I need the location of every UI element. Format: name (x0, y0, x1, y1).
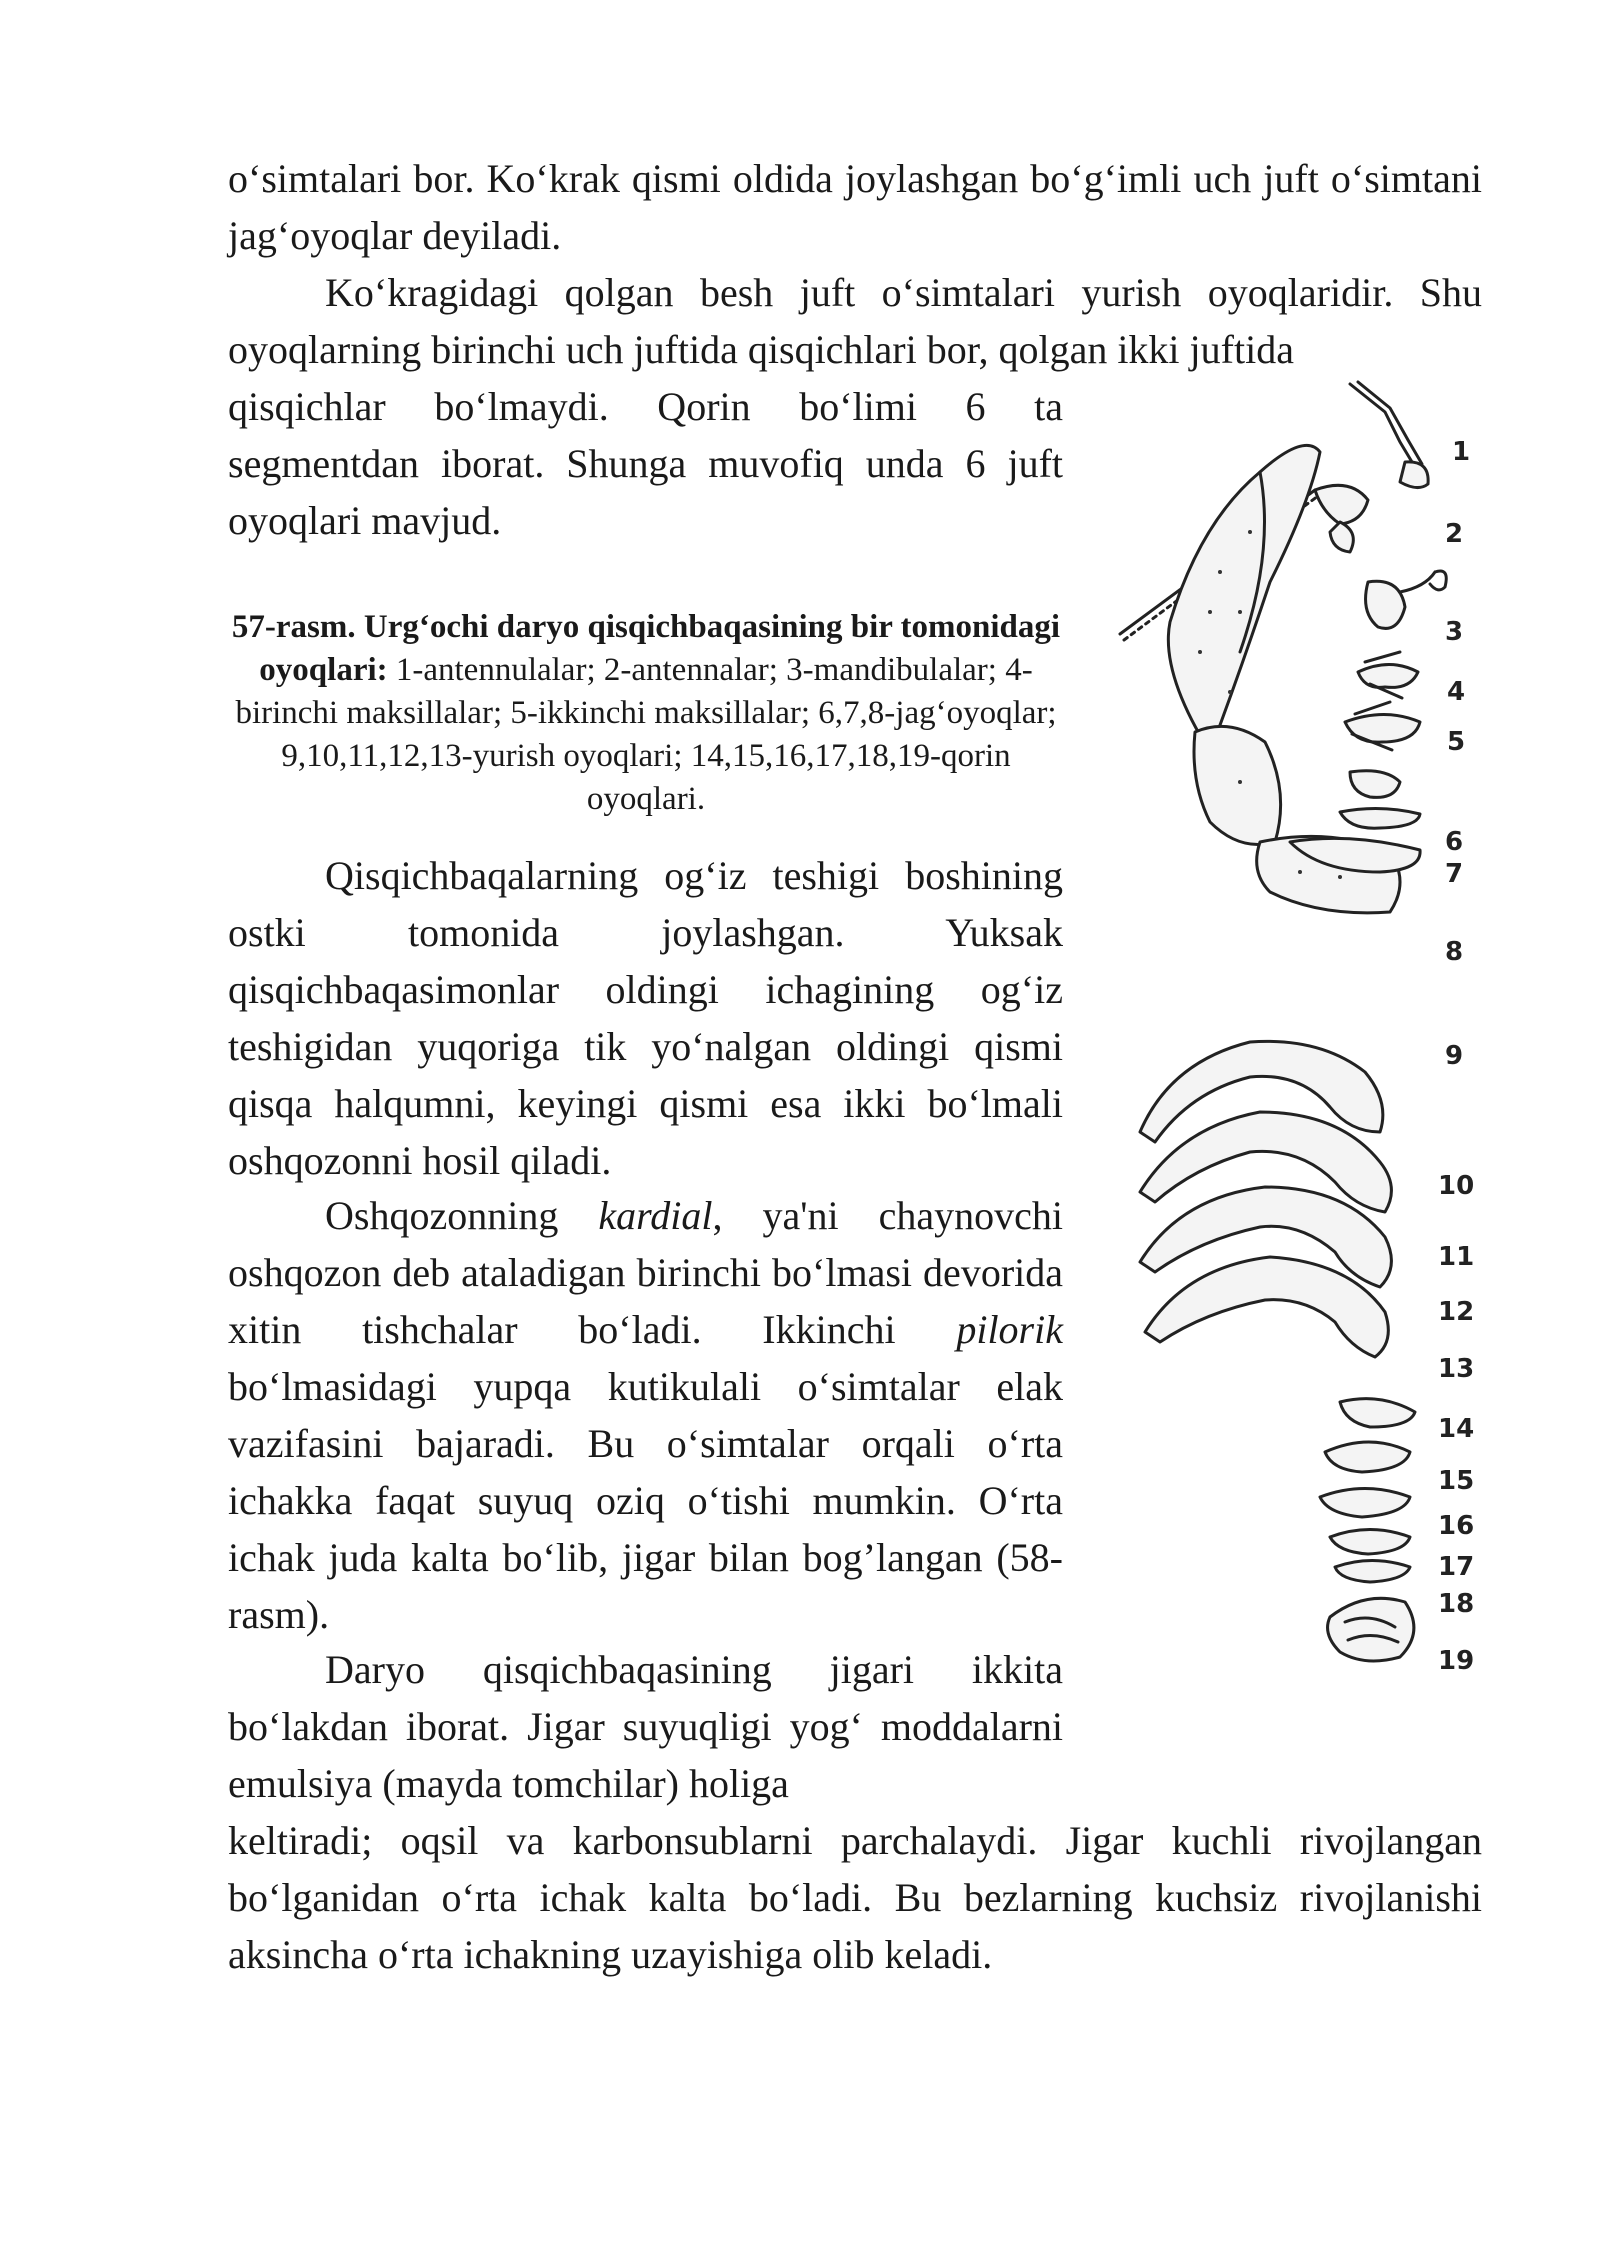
figure-label-13: 13 (1438, 1354, 1475, 1384)
figure-label-9: 9 (1445, 1041, 1464, 1071)
term-pilorik: pilorik (956, 1307, 1063, 1352)
figure-caption (220, 606, 1072, 821)
figure-label-1: 1 (1452, 437, 1471, 467)
figure-label-8: 8 (1445, 937, 1464, 967)
paragraph-1: o‘simtalari bor. Ko‘krak qismi oldida joylashgan bo‘g‘imli uch juft o‘simtani jag‘oyoqlar deyiladi. (228, 156, 1482, 258)
second-maxilla-drawing (1345, 702, 1420, 750)
figure-label-5: 5 (1447, 727, 1466, 757)
paragraph-4 (228, 1187, 1063, 1643)
figure-label-2: 2 (1445, 519, 1464, 549)
paragraph-2: Ko‘kragidagi qolgan besh juft o‘simtalari yurish oyoqlaridir. Shu oyoqlarning birinchi uch juftida qisqichlari bor, qolgan ikki juftida (228, 270, 1482, 372)
crayfish-appendages-figure (1100, 372, 1520, 1772)
figure-label-7: 7 (1445, 859, 1464, 889)
mandible-drawing (1366, 571, 1447, 628)
paragraph-3: Qisqichbaqalarning og‘iz teshigi boshining ostki tomonida joylashgan. Yuksak qisqichbaqasimonlar oldingi ichagining og‘iz teshigidan yuqoriga tik yo‘nalgan oldingi qismi qisqa halqumni, keyingi qismi esa ikki bo‘lmali oshqozonni hosil qiladi. (228, 853, 1063, 1183)
walking-leg-drawings (1140, 1041, 1391, 1357)
paragraph-2-continued: qisqichlar bo‘lmaydi. Qorin bo‘limi 6 ta segmentdan iborat. Shunga muvofiq unda 6 juft oyoqlari mavjud. (228, 384, 1063, 543)
figure-label-15: 15 (1438, 1466, 1475, 1496)
paragraph-6: keltiradi; oqsil va karbonsublarni parchalaydi. Jigar kuchli rivojlangan bo‘lganidan o‘rta ichak kalta bo‘ladi. Bu bezlarning kuchsiz rivojlanishi aksincha o‘rta ichakning uzayishiga olib keladi. (228, 1818, 1482, 1977)
antennule-drawing (1350, 382, 1428, 488)
appendages-illustration (1100, 372, 1520, 1772)
figure-label-6: 6 (1445, 827, 1464, 857)
paragraph-5: Daryo qisqichbaqasining jigari ikkita bo‘lakdan iborat. Jigar suyuqligi yog‘ moddalarni emulsiya (mayda tomchilar) holiga (228, 1647, 1063, 1806)
maxilliped-drawings (1290, 771, 1420, 872)
paragraph-4-part-b: , ya'ni chaynovchi oshqozon deb ataladigan birinchi bo‘lmasi devorida xitin tishchalar bo‘ladi. Ikkinchi (228, 1193, 1063, 1352)
paragraph-4-part-c: bo‘lmasidagi yupqa kutikulali o‘simtalar elak vazifasini bajaradi. Bu o‘simtalar orqali o‘rta ichakka faqat suyuq oziq o‘tishi mumkin. O‘rta ichak juda kalta bo‘lib, jigar bilan bog’langan (58-rasm). (228, 1364, 1063, 1637)
figure-label-17: 17 (1438, 1552, 1475, 1582)
paragraph-4-part-a: Oshqozonning (325, 1193, 599, 1238)
figure-label-10: 10 (1438, 1171, 1475, 1201)
figure-label-4: 4 (1447, 677, 1466, 707)
caption-text: 1-antennulalar; 2-antennalar; 3-mandibulalar; 4-birinchi maksillalar; 5-ikkinchi maksillalar; 6,7,8-jag‘oyoqlar; 9,10,11,12,13-yurish oyoqlari; 14,15,16,17,18,19-qorin oyoqlari. (235, 652, 1057, 817)
figure-label-18: 18 (1438, 1589, 1475, 1619)
figure-label-16: 16 (1438, 1511, 1475, 1541)
figure-label-14: 14 (1438, 1414, 1475, 1444)
term-kardial: kardial (598, 1193, 713, 1238)
figure-label-11: 11 (1438, 1242, 1475, 1272)
pleopod-drawings (1320, 1399, 1415, 1661)
figure-label-19: 19 (1438, 1646, 1475, 1676)
first-maxilla-drawing (1358, 652, 1418, 698)
figure-label-3: 3 (1445, 617, 1464, 647)
figure-label-12: 12 (1438, 1297, 1475, 1327)
caption-title: 57-rasm. Urg‘ochi daryo qisqichbaqasining bir tomonidagi oyoqlari: (231, 609, 1061, 688)
